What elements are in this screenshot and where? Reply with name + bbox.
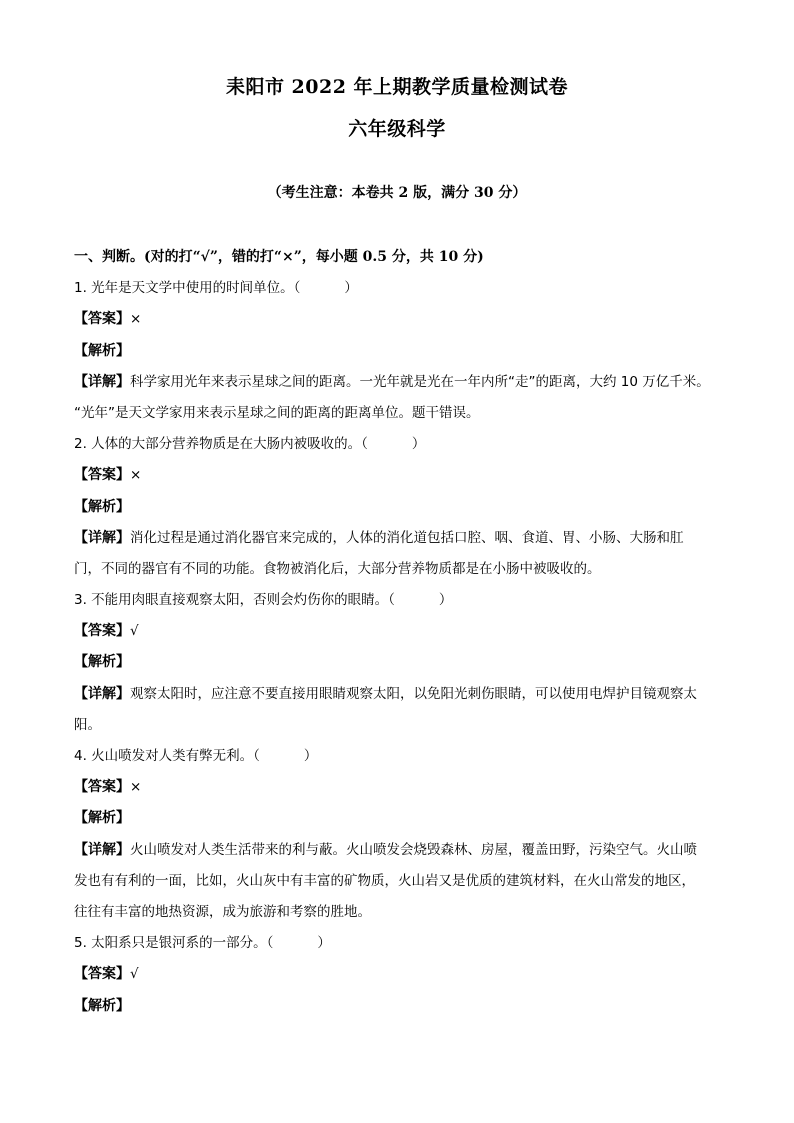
exam-title: 耒阳市 2022 年上期教学质量检测试卷 xyxy=(225,76,569,98)
analysis-label: 【解析】 xyxy=(74,810,130,827)
detail-label: 【详解】 xyxy=(74,841,130,858)
analysis-label: 【解析】 xyxy=(74,997,130,1014)
answer-value: × xyxy=(130,311,142,328)
answer-value: √ xyxy=(130,966,139,983)
analysis-line xyxy=(74,492,724,523)
answer-value: × xyxy=(130,779,142,796)
detail-line xyxy=(74,866,724,897)
detail-line xyxy=(74,398,724,429)
detail-line xyxy=(74,554,724,585)
question-2 xyxy=(74,429,724,460)
answer-line xyxy=(74,772,724,803)
answer-label: 【答案】 xyxy=(74,311,130,328)
analysis-line xyxy=(74,647,724,678)
detail-label: 【详解】 xyxy=(74,529,130,546)
detail-line xyxy=(74,367,724,398)
question-stem: 5. 太阳系只是银河系的一部分。（ xyxy=(74,935,274,952)
question-paren-close: ） xyxy=(411,436,426,453)
analysis-label: 【解析】 xyxy=(74,342,130,359)
question-stem: 2. 人体的大部分营养物质是在大肠内被吸收的。（ xyxy=(74,436,368,453)
detail-line xyxy=(74,897,724,928)
detail-text: 阳。 xyxy=(74,716,101,733)
answer-value: √ xyxy=(130,623,139,640)
detail-line xyxy=(74,710,724,741)
question-paren-close: ） xyxy=(317,935,331,952)
question-5 xyxy=(74,928,724,959)
answer-label: 【答案】 xyxy=(74,467,130,484)
question-stem: 3. 不能用肉眼直接观察太阳，否则会灼伤你的眼睛。（ xyxy=(74,592,395,609)
question-stem: 1. 光年是天文学中使用的时间单位。（ xyxy=(74,280,301,297)
answer-label: 【答案】 xyxy=(74,623,130,640)
detail-line xyxy=(74,835,724,866)
detail-text: 发也有有利的一面，比如，火山灰中有丰富的矿物质，火山岩又是优质的建筑材料，在火山常发的地区， xyxy=(74,872,695,889)
answer-label: 【答案】 xyxy=(74,966,130,983)
detail-text: 消化过程是通过消化器官来完成的，人体的消化道包括口腔、咽、食道、胃、小肠、大肠和肛 xyxy=(130,529,684,546)
detail-text: 门，不同的器官有不同的功能。食物被消化后，大部分营养物质都是在小肠中被吸收的。 xyxy=(74,560,601,577)
question-paren-close: ） xyxy=(344,280,358,297)
analysis-line xyxy=(74,336,724,367)
question-stem: 4. 火山喷发对人类有弊无利。（ xyxy=(74,748,260,764)
question-1 xyxy=(74,273,724,304)
exam-notice: （考生注意：本卷共 2 版，满分 30 分） xyxy=(267,185,527,201)
answer-line xyxy=(74,959,724,990)
detail-text: 科学家用光年来表示星球之间的距离。一光年就是光在一年内所“走”的距离，大约 10 万亿千米。 xyxy=(130,373,710,390)
analysis-line xyxy=(74,991,724,1022)
answer-line xyxy=(74,616,724,647)
answer-line xyxy=(74,460,724,491)
detail-line xyxy=(74,523,724,554)
detail-text: 火山喷发对人类生活带来的利与蔽。火山喷发会烧毁森林、房屋，覆盖田野，污染空气。火山喷 xyxy=(130,841,697,858)
exam-content xyxy=(74,242,724,1022)
detail-text: “光年”是天文学家用来表示星球之间的距离的距离单位。题干错误。 xyxy=(74,404,480,421)
detail-text: 观察太阳时，应注意不要直接用眼睛观察太阳，以免阳光刺伤眼睛，可以使用电焊护目镜观察太 xyxy=(130,685,697,702)
answer-label: 【答案】 xyxy=(74,779,130,796)
detail-text: 往往有丰富的地热资源，成为旅游和考察的胜地。 xyxy=(74,903,371,920)
question-3 xyxy=(74,585,724,616)
detail-label: 【详解】 xyxy=(74,685,130,702)
answer-line xyxy=(74,304,724,335)
answer-value: × xyxy=(130,467,142,484)
question-paren-close: ） xyxy=(303,748,318,764)
question-paren-close: ） xyxy=(438,592,453,609)
detail-label: 【详解】 xyxy=(74,373,130,390)
analysis-line xyxy=(74,803,724,834)
analysis-label: 【解析】 xyxy=(74,498,130,515)
analysis-label: 【解析】 xyxy=(74,654,130,671)
detail-line xyxy=(74,679,724,710)
question-4 xyxy=(74,741,724,772)
exam-subtitle: 六年级科学 xyxy=(348,118,446,140)
section-heading: 一、判断。(对的打“√”，错的打“×”，每小题 0.5 分，共 10 分) xyxy=(74,249,484,265)
